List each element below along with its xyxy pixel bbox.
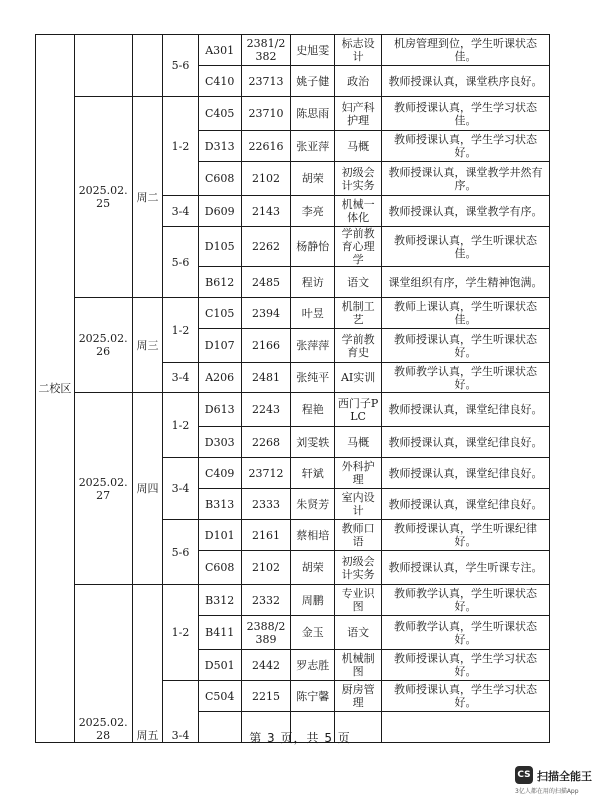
- teacher-cell: 蔡相培: [291, 520, 335, 551]
- weekday-cell: 周四: [132, 393, 163, 585]
- room-cell: D107: [198, 329, 241, 363]
- table-row: [36, 97, 550, 131]
- room-cell: C410: [198, 66, 241, 97]
- remark-cell: 机房管理到位，学生听课状态佳。: [382, 35, 550, 66]
- inspection-table: [35, 34, 550, 743]
- teacher-cell: 杨静怡: [291, 227, 335, 267]
- class-cell: 2332: [241, 585, 291, 616]
- course-cell: 政治: [335, 66, 382, 97]
- date-cell: [74, 35, 132, 97]
- teacher-cell: 周鹏: [291, 585, 335, 616]
- course-cell: 马概: [335, 131, 382, 162]
- teacher-cell: 叶昱: [291, 298, 335, 329]
- room-cell: D105: [198, 227, 241, 267]
- room-cell: D613: [198, 393, 241, 427]
- class-cell: 2442: [241, 650, 291, 681]
- watermark-app-name: 扫描全能王: [537, 770, 592, 783]
- room-cell: B312: [198, 585, 241, 616]
- remark-cell: 教师授课认真，课堂教学井然有序。: [382, 162, 550, 196]
- course-cell: 语文: [335, 616, 382, 650]
- class-cell: 2166: [241, 329, 291, 363]
- class-cell: 2102: [241, 162, 291, 196]
- room-cell: C608: [198, 162, 241, 196]
- teacher-cell: 轩斌: [291, 458, 335, 489]
- class-cell: 2394: [241, 298, 291, 329]
- class-cell: 2102: [241, 551, 291, 585]
- teacher-cell: 胡荣: [291, 551, 335, 585]
- teacher-cell: 张萍萍: [291, 329, 335, 363]
- remark-cell: 教师授课认真，学生学习状态好。: [382, 681, 550, 712]
- teacher-cell: 史旭雯: [291, 35, 335, 66]
- remark-cell: 教师授课认真，学生听课状态佳。: [382, 227, 550, 267]
- table-row: [36, 298, 550, 329]
- class-cell: 2161: [241, 520, 291, 551]
- class-cell: 2243: [241, 393, 291, 427]
- class-cell: 2333: [241, 489, 291, 520]
- weekday-cell: [132, 35, 163, 97]
- teacher-cell: 金玉: [291, 616, 335, 650]
- teacher-cell: 张亚萍: [291, 131, 335, 162]
- room-cell: B313: [198, 489, 241, 520]
- remark-cell: 教师授课认真，课堂纪律良好。: [382, 458, 550, 489]
- period-cell: 1-2: [163, 393, 199, 458]
- room-cell: C608: [198, 551, 241, 585]
- weekday-cell: 周二: [132, 97, 163, 298]
- course-cell: 机械制图: [335, 650, 382, 681]
- course-cell: 专业识图: [335, 585, 382, 616]
- course-cell: 语文: [335, 267, 382, 298]
- room-cell: B612: [198, 267, 241, 298]
- teacher-cell: 刘雯轶: [291, 427, 335, 458]
- table-row: [36, 393, 550, 427]
- class-cell: 23710: [241, 97, 291, 131]
- period-cell: 5-6: [163, 520, 199, 585]
- remark-cell: 教师授课认真，课堂纪律良好。: [382, 427, 550, 458]
- remark-cell: 教师上课认真，学生听课状态佳。: [382, 298, 550, 329]
- teacher-cell: 李亮: [291, 196, 335, 227]
- remark-cell: 教师授课认真，课堂纪律良好。: [382, 489, 550, 520]
- room-cell: D313: [198, 131, 241, 162]
- period-cell: 5-6: [163, 227, 199, 298]
- date-cell: 2025.02.27: [74, 393, 132, 585]
- remark-cell: 教师教学认真，学生听课状态好。: [382, 363, 550, 393]
- class-cell: 23712: [241, 458, 291, 489]
- class-cell: 2485: [241, 267, 291, 298]
- watermark-tagline: 3亿人都在用的扫描App: [515, 788, 579, 795]
- teacher-cell: 程访: [291, 267, 335, 298]
- course-cell: 教师口语: [335, 520, 382, 551]
- course-cell: 马概: [335, 427, 382, 458]
- class-cell: 2381/2382: [241, 35, 291, 66]
- teacher-cell: 朱贤芳: [291, 489, 335, 520]
- campus-cell: 二校区: [36, 35, 75, 743]
- page-number: 第 3 页，共 5 页: [249, 731, 351, 745]
- remark-cell: 教师授课认真，学生听课状态好。: [382, 329, 550, 363]
- course-cell: 西门子PLC: [335, 393, 382, 427]
- class-cell: 23713: [241, 66, 291, 97]
- period-cell: 1-2: [163, 97, 199, 196]
- teacher-cell: 陈思雨: [291, 97, 335, 131]
- remark-cell: 教师教学认真，学生听课状态好。: [382, 616, 550, 650]
- remark-cell: 教师授课认真，学生学习状态好。: [382, 650, 550, 681]
- remark-cell: 教师授课认真，学生学习状态佳。: [382, 97, 550, 131]
- room-cell: A206: [198, 363, 241, 393]
- remark-cell: 教师授课认真，课堂秩序良好。: [382, 66, 550, 97]
- room-cell: C409: [198, 458, 241, 489]
- class-cell: 2215: [241, 681, 291, 712]
- room-cell: D501: [198, 650, 241, 681]
- date-cell: 2025.02.25: [74, 97, 132, 298]
- course-cell: 初级会计实务: [335, 162, 382, 196]
- period-cell: 3-4: [163, 458, 199, 520]
- period-cell: 3-4: [163, 681, 199, 743]
- class-cell: 2262: [241, 227, 291, 267]
- room-cell: C405: [198, 97, 241, 131]
- cs-logo-icon: CS: [515, 766, 533, 784]
- course-cell: 初级会计实务: [335, 551, 382, 585]
- remark-cell: 课堂组织有序，学生精神饱满。: [382, 267, 550, 298]
- teacher-cell: 胡荣: [291, 162, 335, 196]
- course-cell: 标志设计: [335, 35, 382, 66]
- class-cell: 2143: [241, 196, 291, 227]
- teacher-cell: 姚子健: [291, 66, 335, 97]
- remark-cell: 教师授课认真，课堂教学有序。: [382, 196, 550, 227]
- period-cell: 3-4: [163, 363, 199, 393]
- class-cell: 22616: [241, 131, 291, 162]
- table-row: [36, 585, 550, 616]
- date-cell: 2025.02.26: [74, 298, 132, 393]
- teacher-cell: 张纯平: [291, 363, 335, 393]
- weekday-cell: 周三: [132, 298, 163, 393]
- room-cell: A301: [198, 35, 241, 66]
- weekday-cell: 周五: [132, 585, 163, 743]
- course-cell: 机械一体化: [335, 196, 382, 227]
- period-cell: 5-6: [163, 35, 199, 97]
- remark-cell: 教师授课认真，学生听课专注。: [382, 551, 550, 585]
- room-cell: C504: [198, 681, 241, 712]
- course-cell: 外科护理: [335, 458, 382, 489]
- course-cell: 妇产科护理: [335, 97, 382, 131]
- remark-cell: 教师授课认真，学生听课纪律好。: [382, 520, 550, 551]
- room-cell: C105: [198, 298, 241, 329]
- teacher-cell: 陈宁馨: [291, 681, 335, 712]
- course-cell: 学前教育心理学: [335, 227, 382, 267]
- remark-cell: 教师授课认真，课堂纪律良好。: [382, 393, 550, 427]
- course-cell: 厨房管理: [335, 681, 382, 712]
- course-cell: 室内设计: [335, 489, 382, 520]
- room-cell: D101: [198, 520, 241, 551]
- period-cell: 1-2: [163, 585, 199, 681]
- remark-cell: 教师教学认真，学生听课状态好。: [382, 585, 550, 616]
- room-cell: B411: [198, 616, 241, 650]
- period-cell: 3-4: [163, 196, 199, 227]
- remark-cell: 教师授课认真，学生学习状态好。: [382, 131, 550, 162]
- period-cell: 1-2: [163, 298, 199, 363]
- scanner-watermark: [515, 766, 597, 796]
- course-cell: 机制工艺: [335, 298, 382, 329]
- room-cell: D609: [198, 196, 241, 227]
- date-cell: 2025.02.28: [74, 585, 132, 743]
- class-cell: 2388/2389: [241, 616, 291, 650]
- course-cell: AI实训: [335, 363, 382, 393]
- table-row: [36, 35, 550, 66]
- room-cell: D303: [198, 427, 241, 458]
- class-cell: 2268: [241, 427, 291, 458]
- teacher-cell: 罗志胜: [291, 650, 335, 681]
- teacher-cell: 程艳: [291, 393, 335, 427]
- course-cell: 学前教育史: [335, 329, 382, 363]
- class-cell: 2481: [241, 363, 291, 393]
